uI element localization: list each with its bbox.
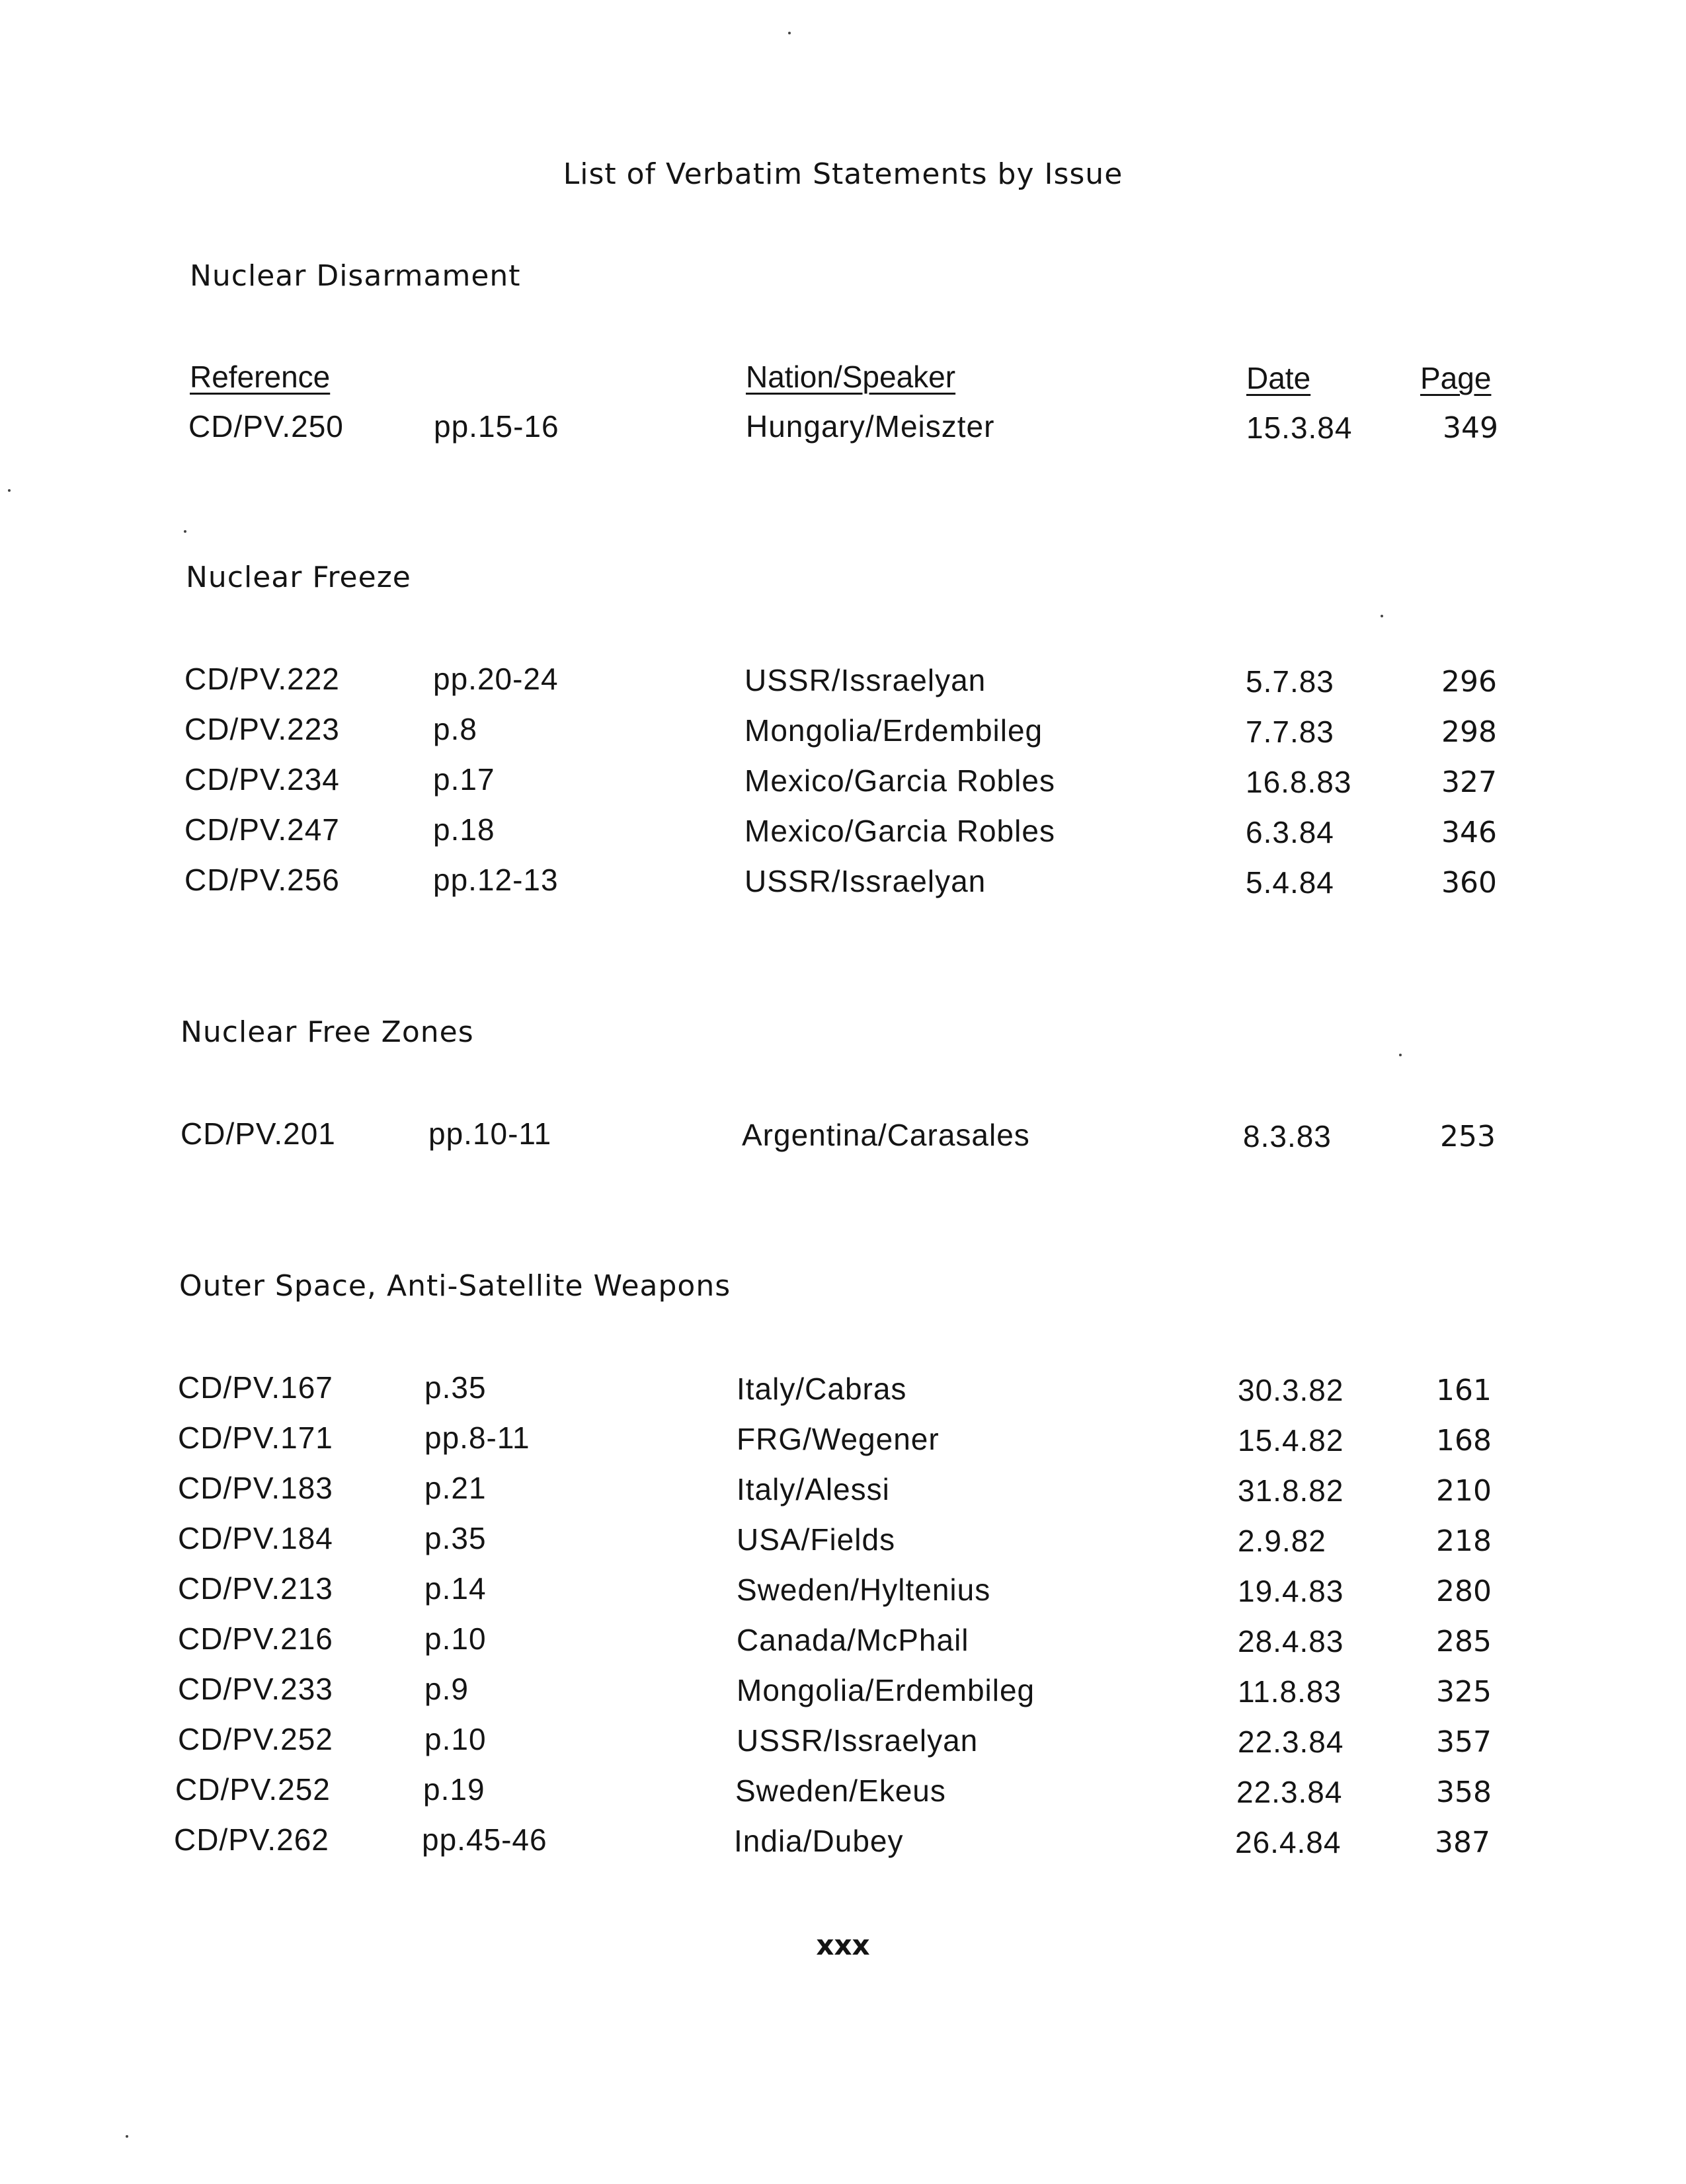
date-cell: 28.4.83 [1238,1624,1344,1658]
pages-cell: pp.20-24 [433,662,559,696]
page-cell: 298 [1441,715,1497,749]
page-cell: 285 [1436,1625,1492,1658]
speaker-cell: USSR/Issraelyan [744,663,986,697]
pages-cell: p.10 [424,1722,487,1756]
speaker-cell: Mexico/Garcia Robles [744,814,1055,848]
scan-speck [184,530,186,533]
speaker-cell: Italy/Alessi [737,1472,890,1506]
column-header-page: Page [1420,361,1492,395]
section-heading-nuclear-free-zones: Nuclear Free Zones [181,1015,474,1049]
date-cell: 8.3.83 [1243,1119,1332,1153]
speaker-cell: Mongolia/Erdembileg [737,1673,1035,1707]
page-title: List of Verbatim Statements by Issue [563,157,1123,191]
date-cell: 11.8.83 [1238,1674,1342,1709]
date-cell: 5.7.83 [1246,664,1334,699]
reference-cell: CD/PV.171 [178,1421,333,1455]
speaker-cell: USA/Fields [737,1522,896,1557]
pages-cell: p.21 [424,1471,487,1505]
column-header-reference: Reference [190,360,331,394]
page-cell: 325 [1436,1675,1492,1709]
pages-cell: pp.10-11 [428,1116,552,1151]
date-cell: 15.4.82 [1238,1423,1344,1458]
reference-cell: CD/PV.252 [178,1722,333,1756]
pages-cell: p.35 [424,1521,487,1555]
page-cell: 296 [1441,665,1497,699]
date-cell: 7.7.83 [1246,715,1334,749]
reference-cell: CD/PV.256 [184,863,340,897]
reference-cell: CD/PV.184 [178,1521,333,1555]
page-cell: 327 [1441,765,1497,799]
page-cell: 253 [1440,1120,1496,1153]
section-heading-outer-space: Outer Space, Anti-Satellite Weapons [179,1269,731,1303]
reference-cell: CD/PV.247 [184,812,340,847]
pages-cell: p.17 [433,762,495,797]
reference-cell: CD/PV.216 [178,1621,333,1656]
speaker-cell: Sweden/Ekeus [735,1774,946,1808]
pages-cell: p.14 [424,1571,487,1606]
reference-cell: CD/PV.233 [178,1672,333,1706]
speaker-cell: FRG/Wegener [737,1422,940,1456]
speaker-cell: Hungary/Meiszter [746,409,995,444]
speaker-cell: Sweden/Hyltenius [737,1573,991,1607]
reference-cell: CD/PV.262 [174,1822,329,1857]
scan-speck [1399,1054,1402,1056]
date-cell: 30.3.82 [1238,1373,1344,1407]
reference-cell: CD/PV.250 [188,409,344,444]
reference-cell: CD/PV.234 [184,762,340,797]
reference-cell: CD/PV.222 [184,662,340,696]
page-cell: 349 [1443,411,1498,445]
pages-cell: pp.45-46 [422,1822,547,1857]
date-cell: 2.9.82 [1238,1524,1326,1558]
speaker-cell: USSR/Issraelyan [737,1723,979,1758]
date-cell: 22.3.84 [1238,1725,1344,1759]
reference-cell: CD/PV.213 [178,1571,333,1606]
page-cell: 168 [1436,1424,1492,1458]
speaker-cell: USSR/Issraelyan [744,864,986,898]
pages-cell: p.18 [433,812,495,847]
page-cell: 357 [1436,1725,1492,1759]
date-cell: 31.8.82 [1238,1473,1344,1508]
scan-speck [126,2135,128,2138]
reference-cell: CD/PV.201 [181,1116,336,1151]
pages-cell: p.10 [424,1621,487,1656]
speaker-cell: India/Dubey [734,1824,904,1858]
speaker-cell: Canada/McPhail [737,1623,969,1657]
date-cell: 16.8.83 [1246,765,1352,799]
section-heading-nuclear-disarmament: Nuclear Disarmament [190,259,521,293]
reference-cell: CD/PV.223 [184,712,340,746]
scan-speck [788,32,791,34]
pages-cell: p.35 [424,1370,487,1405]
speaker-cell: Argentina/Carasales [742,1118,1030,1152]
date-cell: 15.3.84 [1246,410,1353,445]
pages-cell: p.8 [433,712,477,746]
date-cell: 22.3.84 [1236,1775,1343,1809]
speaker-cell: Mexico/Garcia Robles [744,763,1055,798]
pages-cell: p.9 [424,1672,469,1706]
pages-cell: p.19 [423,1772,485,1807]
scan-speck [1381,615,1383,617]
page-cell: 360 [1441,866,1497,900]
reference-cell: CD/PV.167 [178,1370,333,1405]
pages-cell: pp.8-11 [424,1421,530,1455]
column-header-date: Date [1246,361,1311,395]
date-cell: 26.4.84 [1235,1825,1342,1859]
reference-cell: CD/PV.183 [178,1471,333,1505]
speaker-cell: Italy/Cabras [737,1372,907,1406]
page-cell: 218 [1436,1524,1492,1558]
page-cell: 387 [1435,1826,1490,1859]
pages-cell: pp.15-16 [434,409,559,444]
page-cell: 161 [1436,1374,1492,1407]
reference-cell: CD/PV.252 [175,1772,331,1807]
pages-cell: pp.12-13 [433,863,559,897]
date-cell: 6.3.84 [1246,815,1334,849]
speaker-cell: Mongolia/Erdembileg [744,713,1043,748]
page-cell: 346 [1441,816,1497,849]
page-cell: 280 [1436,1575,1492,1608]
date-cell: 5.4.84 [1246,865,1334,900]
page-cell: 210 [1436,1474,1492,1508]
section-heading-nuclear-freeze: Nuclear Freeze [186,561,411,594]
page-number: xxx [816,1929,870,1961]
page-cell: 358 [1436,1775,1492,1809]
scan-speck [8,489,11,492]
column-header-nation-speaker: Nation/Speaker [746,360,956,394]
date-cell: 19.4.83 [1238,1574,1344,1608]
